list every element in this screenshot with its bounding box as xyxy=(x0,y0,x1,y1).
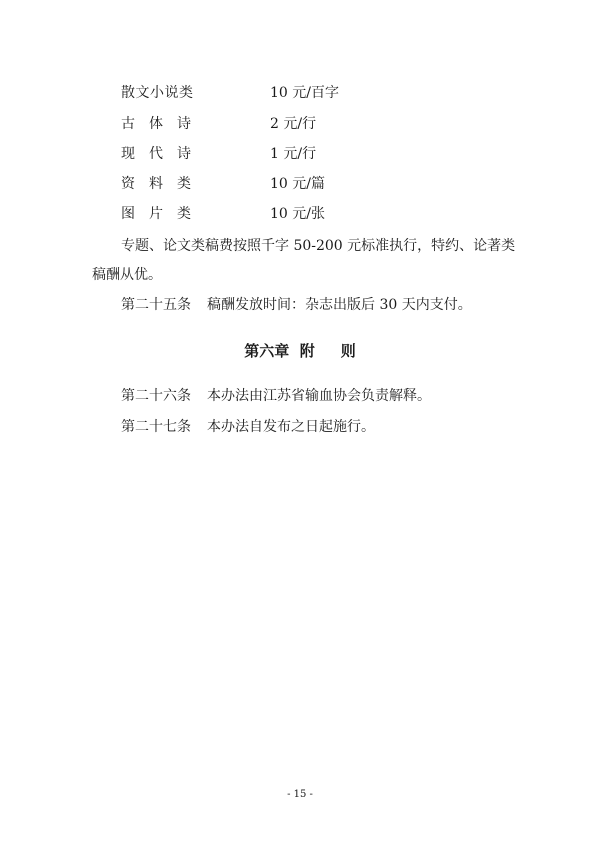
rate-value: 1 元/行 xyxy=(270,146,317,162)
category-char: 料 xyxy=(149,176,163,192)
rate-row-pictures xyxy=(0,203,600,225)
chapter-word-1: 附 xyxy=(299,342,315,360)
category-char: 资 xyxy=(121,176,135,192)
category-char: 图 xyxy=(121,206,135,222)
chapter-number: 第六章 xyxy=(244,342,290,360)
rate-value: 10 元/张 xyxy=(270,206,325,222)
chapter-word-2: 则 xyxy=(340,342,356,360)
article-25 xyxy=(121,294,472,316)
article-27 xyxy=(121,416,375,438)
article-text: 本办法由江苏省输血协会负责解释。 xyxy=(207,388,431,404)
category-char: 代 xyxy=(149,146,163,162)
rate-row-classical-poetry xyxy=(0,113,600,135)
category-char: 片 xyxy=(149,206,163,222)
article-text: 本办法自发布之日起施行。 xyxy=(207,419,375,435)
category-char: 体 xyxy=(149,116,163,132)
category-char: 类 xyxy=(177,206,191,222)
article-26 xyxy=(121,385,431,407)
rate-row-materials xyxy=(0,173,600,195)
special-note-line-2: 稿酬从优。 xyxy=(92,267,162,283)
special-note-line-1: 专题、论文类稿费按照千字 50-200 元标准执行，特约、论著类 xyxy=(121,238,516,254)
rate-value: 10 元/百字 xyxy=(270,85,339,101)
category-char: 古 xyxy=(121,116,135,132)
page-number: - 15 - xyxy=(287,789,313,800)
category-char: 诗 xyxy=(177,146,191,162)
category-char: 类 xyxy=(177,176,191,192)
category-char: 诗 xyxy=(177,116,191,132)
article-number: 第二十七条 xyxy=(121,419,191,435)
rate-category xyxy=(121,143,191,165)
rate-value: 10 元/篇 xyxy=(270,176,325,192)
article-number: 第二十五条 xyxy=(121,297,191,313)
rate-value: 2 元/行 xyxy=(270,116,317,132)
rate-category xyxy=(121,203,191,225)
article-text: 稿酬发放时间：杂志出版后 30 天内支付。 xyxy=(207,297,472,313)
chapter-heading xyxy=(0,340,600,362)
category-char: 现 xyxy=(121,146,135,162)
rate-row-modern-poetry xyxy=(0,143,600,165)
rate-row-prose xyxy=(0,82,600,104)
rate-category: 散文小说类 xyxy=(121,85,194,101)
rate-category xyxy=(121,173,191,195)
article-number: 第二十六条 xyxy=(121,388,191,404)
rate-category xyxy=(121,113,191,135)
